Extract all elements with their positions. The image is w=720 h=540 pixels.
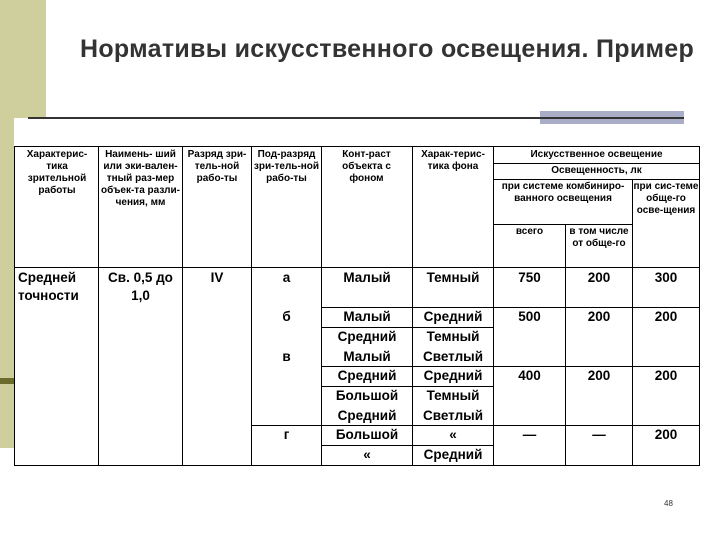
table-cell: Средний [337, 408, 397, 423]
title-rule-block-line [540, 117, 684, 119]
table-cell: — [522, 427, 537, 442]
decorative-bar-lower [0, 118, 14, 448]
table-cell: 200 [654, 427, 678, 442]
table-cell: « [449, 427, 457, 442]
table-cell: 750 [518, 270, 541, 285]
header-illuminance: Освещенность, лк [551, 165, 642, 176]
table-cell: 500 [518, 309, 541, 324]
table-cell: 400 [518, 368, 541, 383]
table-cell: Светлый [422, 349, 484, 364]
grid-line [15, 267, 699, 268]
header-artificial-lighting: Искусственное освещение [530, 149, 663, 160]
table-cell: Светлый [422, 408, 484, 423]
grid-line [493, 224, 632, 225]
table-cell: 200 [587, 270, 611, 285]
table-cell: Малый [343, 270, 391, 285]
table-cell: а [282, 270, 291, 285]
header-min-size: Наимень- ший или эки-вален-тный раз-мер объек-та разли-чения, мм [100, 149, 181, 208]
grid-line [493, 179, 699, 180]
table-cell: Малый [343, 349, 391, 364]
table-cell: 200 [654, 309, 678, 324]
grid-line [493, 163, 699, 164]
table-cell: Средний [423, 368, 483, 383]
header-combined-total: всего [515, 226, 544, 237]
table-cell: Средний [423, 309, 483, 324]
table-cell: 200 [587, 309, 611, 324]
table-cell: б [282, 309, 291, 324]
table-cell: Большой [335, 388, 399, 403]
slide-title: Нормативы искусственного освещения. Пример [80, 35, 695, 63]
header-combined-system: при системе комбиниро-ванного освещения [501, 181, 625, 204]
table-cell: IV [210, 270, 224, 285]
header-general-system: при сис-теме обще-го осве-щения [633, 181, 699, 216]
table-cell: 200 [654, 368, 678, 383]
table-cell: Темный [426, 329, 480, 344]
table-cell: 300 [654, 270, 678, 285]
table-cell: Средний [423, 447, 483, 462]
grid-line [182, 147, 183, 465]
header-background: Харак-терис-тика фона [421, 149, 485, 172]
header-combined-general: в том числе от обще-го [569, 226, 629, 249]
table-cell: — [592, 427, 606, 442]
header-category: Разряд зри-тель-ной рабо-ты [187, 149, 247, 184]
decorative-bar [0, 0, 46, 118]
table-cell: Темный [426, 388, 480, 403]
header-contrast: Конт-раст объекта с фоном [342, 149, 391, 184]
table-cell: Малый [343, 309, 391, 324]
title-rule [28, 117, 540, 119]
grid-line [251, 147, 252, 465]
table-cell: Средний [337, 368, 397, 383]
decorative-accent [0, 378, 14, 384]
table-cell: Средней точности [18, 270, 79, 303]
table-cell: « [363, 447, 371, 462]
header-visual-work: Характерис-тика зрительной работы [26, 149, 88, 196]
table-cell: г [283, 427, 290, 442]
table-cell: в [282, 349, 291, 364]
table-cell: Средний [337, 329, 397, 344]
page-number: 48 [664, 499, 673, 508]
table-cell: 200 [587, 368, 611, 383]
lighting-norms-table [14, 146, 700, 466]
table-cell: Большой [335, 427, 399, 442]
header-subcategory: Под-разряд зри-тель-ной рабо-ты [253, 149, 320, 184]
table-cell: Темный [426, 270, 480, 285]
table-cell: Св. 0,5 до 1,0 [108, 270, 173, 303]
